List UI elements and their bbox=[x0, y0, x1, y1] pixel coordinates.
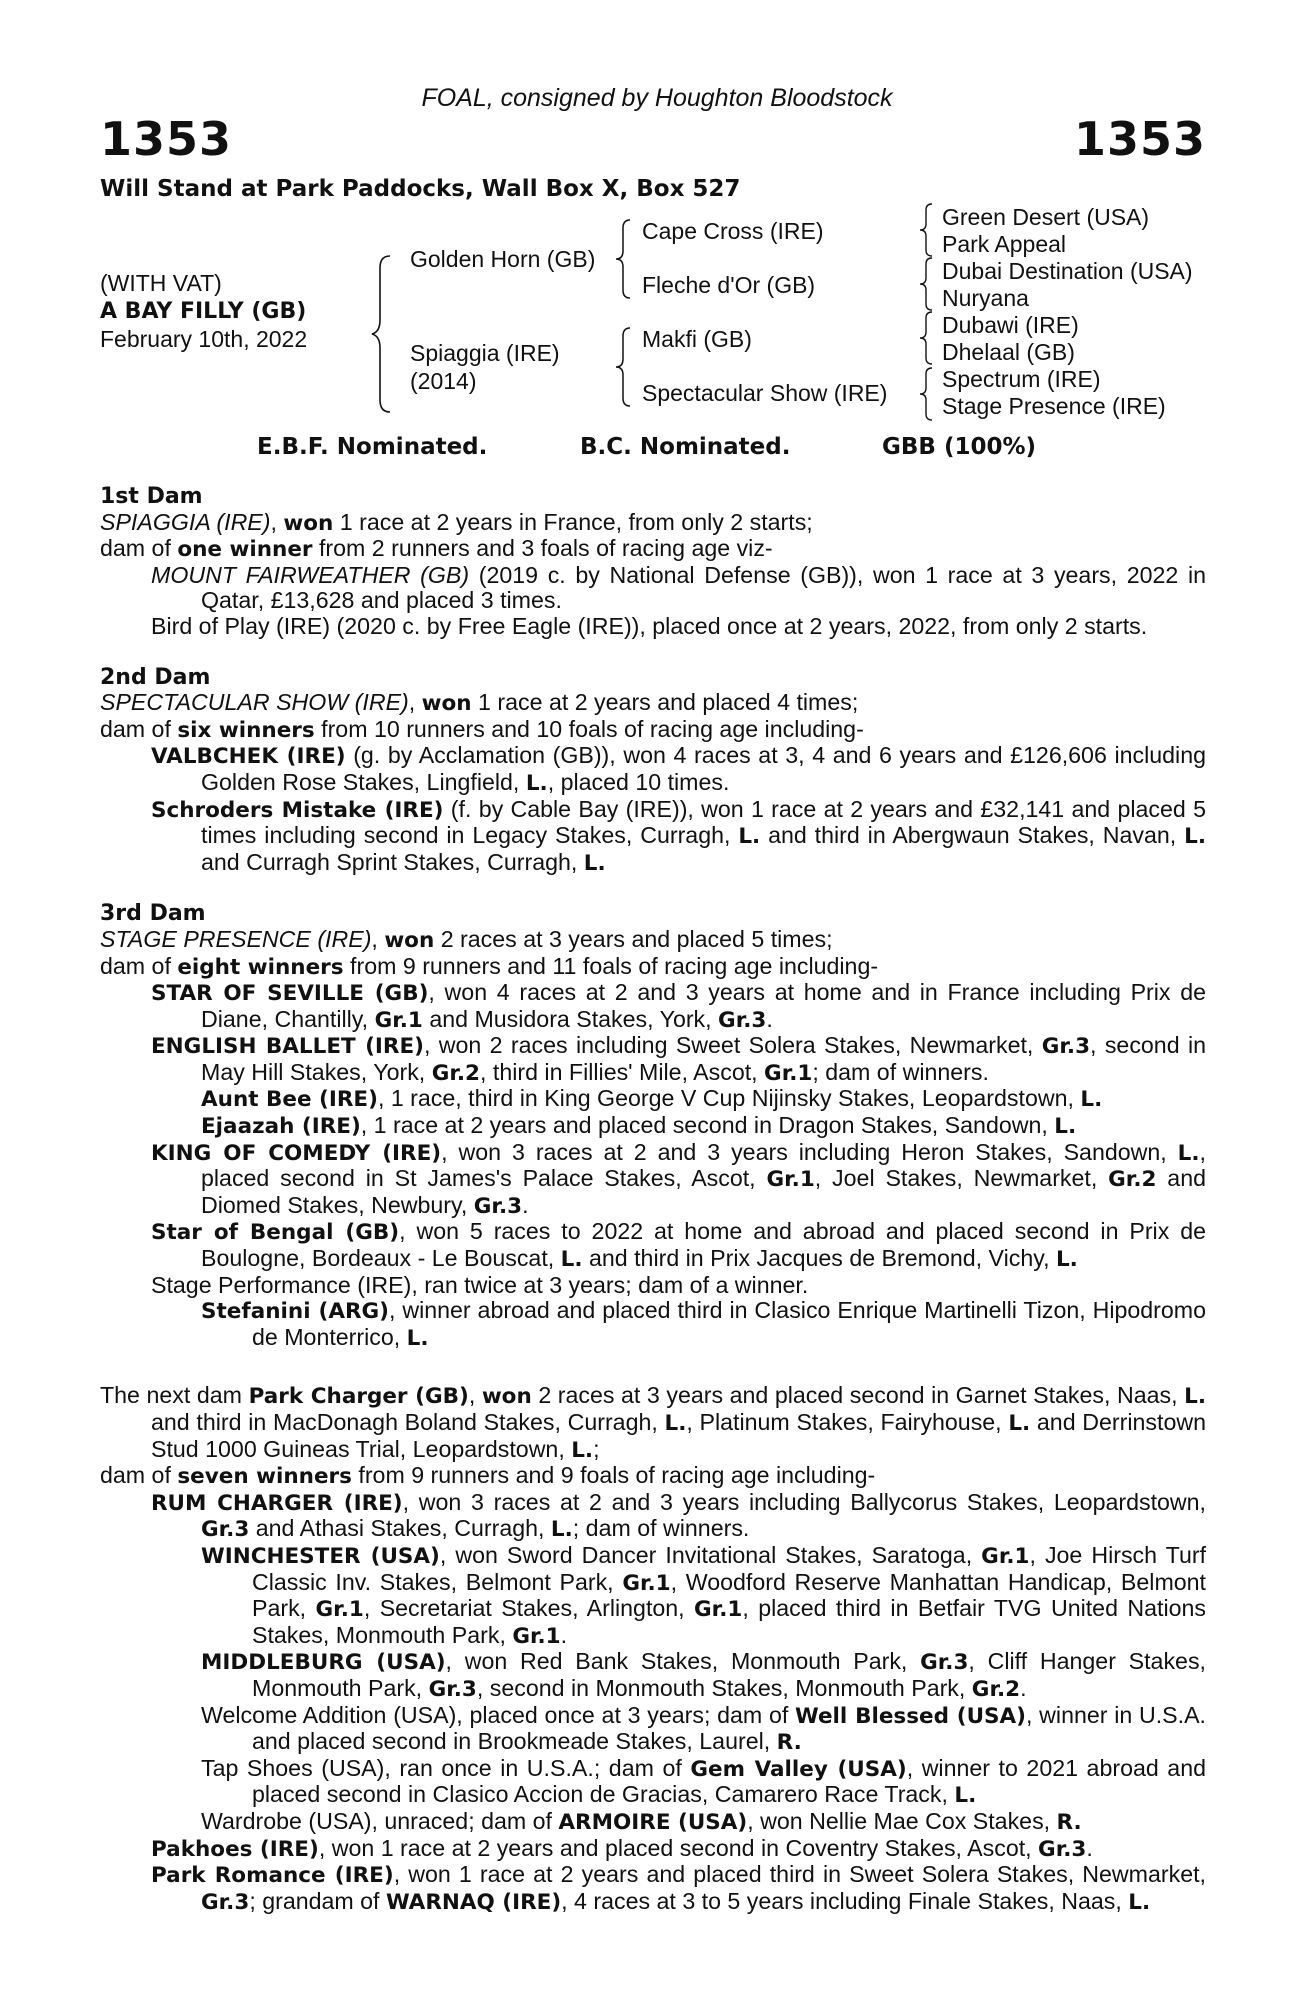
sire-sire: Cape Cross (IRE) bbox=[642, 218, 824, 244]
sire-name: Golden Horn (GB) bbox=[410, 246, 596, 272]
next-dam-record: The next dam Park Charger (GB), won 2 races at 3 years and placed second in Garnet Stakes, Naas, L. and third in MacDonagh Boland Stakes, Curragh, L., Platinum Stakes, Fairyhouse, L. and Derrinstown Stud 1000 Guineas Trial, Leopardstown, L.; bbox=[100, 1382, 1206, 1463]
gs-dubawi: Dubawi (IRE) bbox=[942, 312, 1079, 338]
second-dam-record: SPECTACULAR SHOW (IRE), won 1 race at 2 years and placed 4 times; bbox=[100, 689, 859, 717]
produce-park-romance: Park Romance (IRE), won 1 race at 2 years and placed third in Sweet Solera Stakes, Newmarket, Gr.3; grandam of WARNAQ (IRE), 4 races at 3 to 5 years including Finale Stakes, Naas, L. bbox=[151, 1861, 1206, 1915]
first-dam-heading: 1st Dam bbox=[100, 484, 203, 509]
gs-green-desert: Green Desert (USA) bbox=[942, 204, 1150, 230]
dam-year: (2014) bbox=[410, 368, 477, 394]
produce-ejaazah: Ejaazah (IRE), 1 race at 2 years and placed second in Dragon Stakes, Sandown, L. bbox=[201, 1112, 1077, 1140]
gs-bracket-2-icon bbox=[918, 256, 936, 312]
horse-name: A BAY FILLY (GB) bbox=[100, 299, 307, 324]
gs-park-appeal: Park Appeal bbox=[942, 231, 1067, 257]
gs-nuryana: Nuryana bbox=[942, 285, 1029, 311]
consignor-line: FOAL, consigned by Houghton Bloodstock bbox=[421, 84, 893, 112]
produce-stefanini: Stefanini (ARG), winner abroad and placed third in Clasico Enrique Martinelli Tizon, Hipodromo de Monterrico, L. bbox=[201, 1297, 1206, 1351]
third-dam-produce-summary: dam of eight winners from 9 runners and 11 foals of racing age including- bbox=[100, 952, 879, 980]
gs-spectrum: Spectrum (IRE) bbox=[942, 366, 1101, 392]
first-dam-record: SPIAGGIA (IRE), won 1 race at 2 years in France, from only 2 starts; bbox=[100, 508, 813, 536]
gbb-status: GBB (100%) bbox=[882, 434, 1037, 460]
produce-star-of-bengal: Star of Bengal (GB), won 5 races to 2022 at home and abroad and placed second in Prix de Boulogne, Bordeaux - Le Bouscat, L. and third in Prix Jacques de Bremond, Vichy, L. bbox=[151, 1218, 1207, 1273]
second-dam-produce-summary: dam of six winners from 10 runners and 10 foals of racing age including- bbox=[100, 715, 864, 743]
sire-bracket-icon bbox=[614, 218, 634, 300]
produce-stage-performance: Stage Performance (IRE), ran twice at 3 years; dam of a winner. bbox=[151, 1271, 809, 1298]
gs-dubai-destination: Dubai Destination (USA) bbox=[942, 258, 1193, 284]
stand-location: Will Stand at Park Paddocks, Wall Box X, Box 527 bbox=[100, 176, 741, 202]
catalogue-body bbox=[100, 484, 1206, 1915]
gs-bracket-3-icon bbox=[918, 310, 936, 366]
third-dam-record: STAGE PRESENCE (IRE), won 2 races at 3 years and placed 5 times; bbox=[100, 925, 833, 953]
gs-bracket-4-icon bbox=[918, 366, 936, 422]
gs-dhelaal: Dhelaal (GB) bbox=[942, 339, 1075, 365]
produce-english-ballet: ENGLISH BALLET (IRE), won 2 races including Sweet Solera Stakes, Newmarket, Gr.3, second in May Hill Stakes, York, Gr.2, third in Fillies' Mile, Ascot, Gr.1; dam of winners. bbox=[151, 1032, 1206, 1086]
vat-note: (WITH VAT) bbox=[100, 270, 222, 296]
main-bracket-icon bbox=[370, 254, 394, 414]
produce-pakhoes: Pakhoes (IRE), won 1 race at 2 years and placed second in Coventry Stakes, Ascot, Gr.3. bbox=[151, 1834, 1093, 1862]
produce-middleburg: MIDDLEBURG (USA), won Red Bank Stakes, Monmouth Park, Gr.3, Cliff Hanger Stakes, Monmouth Park, Gr.3, second in Monmouth Stakes, Monmouth Park, Gr.2. bbox=[201, 1648, 1206, 1702]
produce-aunt-bee: Aunt Bee (IRE), 1 race, third in King George V Cup Nijinsky Stakes, Leopardstown, L. bbox=[201, 1085, 1103, 1113]
dam-sire: Makfi (GB) bbox=[642, 326, 752, 352]
produce-tap-shoes: Tap Shoes (USA), ran once in U.S.A.; dam of Gem Valley (USA), winner to 2021 abroad and placed second in Clasico Accion de Gracias, Camarero Race Track, L. bbox=[201, 1754, 1206, 1809]
produce-bird-of-play: Bird of Play (IRE) (2020 c. by Free Eagle (IRE)), placed once at 2 years, 2022, from only 2 starts. bbox=[151, 612, 1148, 639]
dam-name: Spiaggia (IRE) bbox=[410, 340, 560, 366]
foaling-date: February 10th, 2022 bbox=[100, 326, 308, 352]
sire-dam: Fleche d'Or (GB) bbox=[642, 272, 816, 298]
produce-star-of-seville: STAR OF SEVILLE (GB), won 4 races at 2 and 3 years at home and in France including Prix de Diane, Chantilly, Gr.1 and Musidora Stakes, York, Gr.3. bbox=[151, 979, 1206, 1033]
produce-welcome-addition: Welcome Addition (USA), placed once at 3 years; dam of Well Blessed (USA), winner in U.S.A. and placed second in Brookmeade Stakes, Laurel, R. bbox=[201, 1701, 1206, 1756]
produce-wardrobe: Wardrobe (USA), unraced; dam of ARMOIRE (USA), won Nellie Mae Cox Stakes, R. bbox=[201, 1807, 1082, 1835]
dam-bracket-icon bbox=[614, 326, 634, 408]
gs-bracket-1-icon bbox=[918, 202, 936, 258]
lot-number-left: 1353 bbox=[100, 112, 233, 166]
second-dam-heading: 2nd Dam bbox=[100, 664, 211, 690]
produce-mount-fairweather: MOUNT FAIRWEATHER (GB) (2019 c. by National Defense (GB)), won 1 race at 3 years, 2022 in Qatar, £13,628 and placed 3 times. bbox=[151, 561, 1206, 614]
first-dam-produce-summary: dam of one winner from 2 runners and 3 foals of racing age viz- bbox=[100, 535, 773, 563]
ebf-nomination: E.B.F. Nominated. bbox=[257, 434, 488, 460]
bc-nomination: B.C. Nominated. bbox=[580, 434, 791, 460]
third-dam-heading: 3rd Dam bbox=[100, 901, 206, 927]
produce-valbchek: VALBCHEK (IRE) (g. by Acclamation (GB)), won 4 races at 3, 4 and 6 years and £126,606 including Golden Rose Stakes, Lingfield, L., placed 10 times. bbox=[151, 742, 1206, 796]
produce-king-of-comedy: KING OF COMEDY (IRE), won 3 races at 2 and 3 years including Heron Stakes, Sandown, L., placed second in St James's Palace Stakes, Ascot, Gr.1, Joel Stakes, Newmarket, Gr.2 and Diomed Stakes, Newbury, Gr.3. bbox=[151, 1138, 1206, 1219]
produce-schroders-mistake: Schroders Mistake (IRE) (f. by Cable Bay (IRE)), won 1 race at 2 years and £32,141 and placed 5 times including second in Legacy Stakes, Curragh, L. and third in Abergwaun Stakes, Navan, L. and Curragh Sprint Stakes, Curragh, L. bbox=[151, 795, 1207, 876]
produce-winchester: WINCHESTER (USA), won Sword Dancer Invitational Stakes, Saratoga, Gr.1, Joe Hirsch Turf Classic Inv. Stakes, Belmont Park, Gr.1, Woodford Reserve Manhattan Handicap, Belmont Park, Gr.1, Secretariat Stakes, Arlington, Gr.1, placed third in Betfair TVG United Nations Stakes, Monmouth Park, Gr.1. bbox=[201, 1541, 1207, 1649]
next-dam-produce-summary: dam of seven winners from 9 runners and 9 foals of racing age including- bbox=[100, 1462, 876, 1490]
produce-rum-charger: RUM CHARGER (IRE), won 3 races at 2 and 3 years including Ballycorus Stakes, Leopardstown, Gr.3 and Athasi Stakes, Curragh, L.; dam of winners. bbox=[151, 1488, 1206, 1543]
gs-stage-presence: Stage Presence (IRE) bbox=[942, 393, 1166, 419]
lot-number-right: 1353 bbox=[1073, 112, 1206, 166]
dam-dam: Spectacular Show (IRE) bbox=[642, 380, 888, 406]
